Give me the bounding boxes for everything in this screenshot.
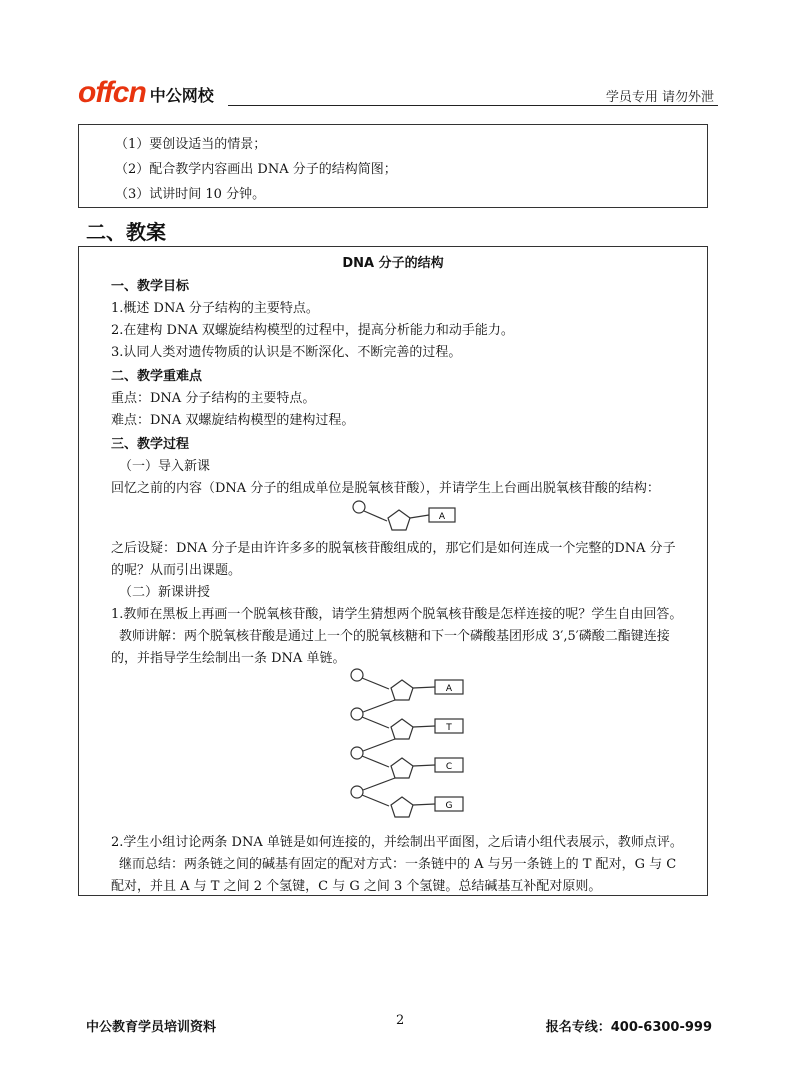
- paragraph-4b: 配对，并且 A 与 T 之间 2 个氢键，C 与 G 之间 3 个氢键。总结碱基互补配对原则。: [111, 879, 602, 894]
- paragraph-2b: 的，并指导学生绘制出一条 DNA 单链。: [111, 651, 346, 666]
- requirement-2: （2）配合教学内容画出 DNA 分子的结构简图；: [115, 162, 397, 177]
- paragraph-4a: 继而总结：两条链之间的碱基有固定的配对方式：一条链中的 A 与另一条链上的 T 配对，G 与 C: [119, 857, 677, 872]
- section-heading: 二、教案: [86, 220, 166, 244]
- goal-2: 2.在建构 DNA 双螺旋结构模型的过程中，提高分析能力和动手能力。: [111, 323, 514, 338]
- page-number: 2: [396, 1013, 405, 1028]
- requirement-3: （3）试讲时间 10 分钟。: [115, 187, 266, 202]
- process-heading: 三、教学过程: [111, 437, 190, 452]
- offcn-logo: [78, 72, 214, 108]
- lesson-title: DNA 分子的结构: [342, 256, 444, 271]
- new-heading: （二）新课讲授: [119, 585, 211, 600]
- paragraph-2a: 教师讲解：两个脱氧核苷酸是通过上一个的脱氧核糖和下一个磷酸基团形成 3′,5′磷酸二酯键连接: [119, 629, 670, 644]
- intro-text: 回忆之前的内容（DNA 分子的组成单位是脱氧核苷酸），并请学生上台画出脱氧核苷酸的结构：: [111, 481, 660, 496]
- key-point: 重点：DNA 分子结构的主要特点。: [111, 391, 316, 406]
- goals-heading: 一、教学目标: [111, 279, 190, 294]
- footer-hotline: 报名专线：400-6300-999: [545, 1020, 712, 1035]
- base-label: A: [438, 512, 446, 522]
- after-text-1: 之后设疑：DNA 分子是由许许多多的脱氧核苷酸组成的，那它们是如何连成一个完整的DNA 分子: [111, 541, 676, 556]
- goal-1: 1.概述 DNA 分子结构的主要特点。: [111, 301, 319, 316]
- logo-mark: offcn: [78, 76, 146, 109]
- intro-heading: （一）导入新课: [119, 459, 211, 474]
- nucleotide-diagram: [349, 495, 469, 535]
- dna-strand-diagram: [347, 667, 477, 827]
- paragraph-3: 2.学生小组讨论两条 DNA 单链是如何连接的，并绘制出平面图，之后请小组代表展示，教师点评。: [111, 835, 683, 850]
- difficulty-heading: 二、教学重难点: [111, 369, 203, 384]
- requirement-1: （1）要创设适当的情景；: [115, 137, 267, 152]
- chain-base-3: C: [445, 762, 453, 772]
- lesson-plan-box: [78, 246, 708, 896]
- paragraph-1: 1.教师在黑板上再画一个脱氧核苷酸，请学生猜想两个脱氧核苷酸是怎样连接的呢？学生自由回答。: [111, 607, 683, 622]
- logo-text: 中公网校: [149, 86, 214, 105]
- after-text-2: 的呢？从而引出课题。: [111, 563, 242, 578]
- chain-base-1: A: [445, 684, 453, 694]
- page-header: [78, 72, 718, 108]
- requirements-box: [78, 124, 708, 208]
- chain-base-4: G: [445, 801, 453, 811]
- header-notice: 学员专用 请勿外泄: [605, 90, 714, 105]
- footer-left: 中公教育学员培训资料: [86, 1020, 217, 1035]
- header-divider: [228, 105, 718, 106]
- goal-3: 3.认同人类对遗传物质的认识是不断深化、不断完善的过程。: [111, 345, 462, 360]
- difficult-point: 难点：DNA 双螺旋结构模型的建构过程。: [111, 413, 355, 428]
- chain-base-2: T: [446, 723, 452, 733]
